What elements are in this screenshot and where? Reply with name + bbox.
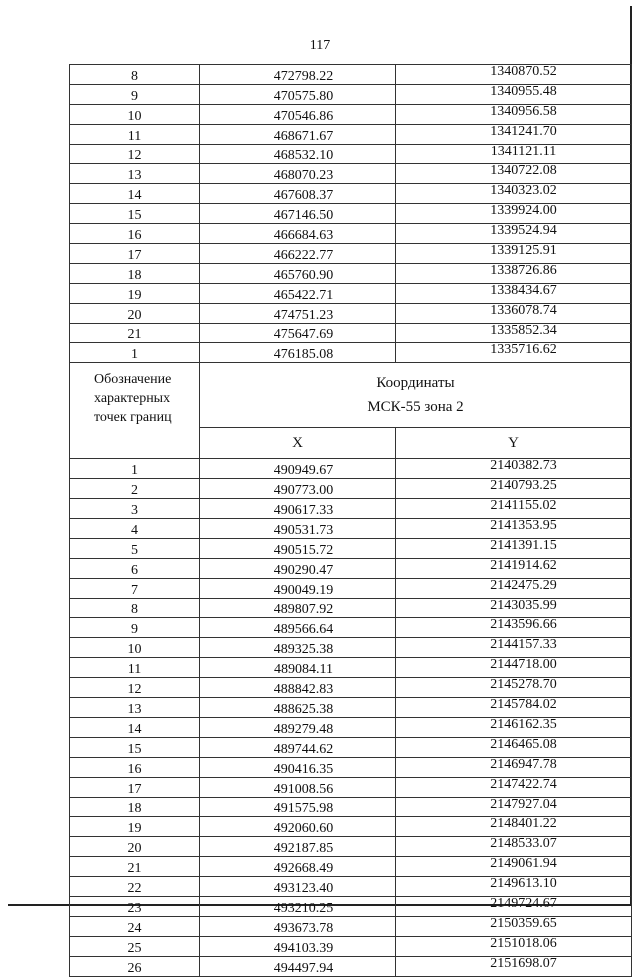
y-coordinate-cell: 2141155.02 bbox=[396, 499, 632, 519]
x-coordinate-cell: 489566.64 bbox=[200, 618, 396, 638]
table-row bbox=[70, 578, 632, 598]
table-row bbox=[70, 283, 632, 303]
y-coordinate-cell: 2151698.07 bbox=[396, 956, 632, 976]
x-coordinate-cell: 488842.83 bbox=[200, 678, 396, 698]
y-coordinate-cell: 2150359.65 bbox=[396, 916, 632, 936]
table-row bbox=[70, 936, 632, 956]
point-number-cell: 5 bbox=[70, 538, 200, 558]
y-coordinate-cell: 2141353.95 bbox=[396, 519, 632, 539]
y-coordinate-cell: 2141914.62 bbox=[396, 558, 632, 578]
x-coordinate-cell: 468671.67 bbox=[200, 124, 396, 144]
x-coordinate-cell: 466684.63 bbox=[200, 224, 396, 244]
x-coordinate-cell: 493673.78 bbox=[200, 916, 396, 936]
table-row bbox=[70, 144, 632, 164]
x-coordinate-cell: 490531.73 bbox=[200, 519, 396, 539]
x-coordinate-cell: 491008.56 bbox=[200, 777, 396, 797]
table-row bbox=[70, 658, 632, 678]
x-coordinate-cell: 489807.92 bbox=[200, 598, 396, 618]
y-coordinate-cell: 2145278.70 bbox=[396, 678, 632, 698]
table-row bbox=[70, 737, 632, 757]
point-number-cell: 19 bbox=[70, 817, 200, 837]
x-coordinate-cell: 492187.85 bbox=[200, 837, 396, 857]
point-number-cell: 7 bbox=[70, 578, 200, 598]
table-row bbox=[70, 777, 632, 797]
header-row bbox=[70, 363, 632, 428]
point-number-cell: 8 bbox=[70, 598, 200, 618]
x-coordinate-cell: 490617.33 bbox=[200, 499, 396, 519]
y-coordinate-cell: 1338726.86 bbox=[396, 263, 632, 283]
y-coordinate-cell: 1336078.74 bbox=[396, 303, 632, 323]
x-coordinate-cell: 468070.23 bbox=[200, 164, 396, 184]
y-coordinate-cell: 1339924.00 bbox=[396, 204, 632, 224]
y-coordinate-cell: 2147927.04 bbox=[396, 797, 632, 817]
x-coordinate-cell: 493123.40 bbox=[200, 877, 396, 897]
table-row bbox=[70, 638, 632, 658]
coordinates-header bbox=[200, 363, 632, 428]
point-number-cell: 11 bbox=[70, 124, 200, 144]
x-coordinate-cell: 494103.39 bbox=[200, 936, 396, 956]
y-coordinate-cell: 2143035.99 bbox=[396, 598, 632, 618]
point-number-cell: 14 bbox=[70, 717, 200, 737]
point-number-cell: 15 bbox=[70, 737, 200, 757]
x-coordinate-cell: 465422.71 bbox=[200, 283, 396, 303]
x-coordinate-cell: 465760.90 bbox=[200, 263, 396, 283]
point-number-cell: 16 bbox=[70, 224, 200, 244]
x-coordinate-cell: 490290.47 bbox=[200, 558, 396, 578]
table-row bbox=[70, 519, 632, 539]
y-coordinate-cell: 1341121.11 bbox=[396, 144, 632, 164]
point-number-cell: 26 bbox=[70, 956, 200, 976]
x-coordinate-cell: 467146.50 bbox=[200, 204, 396, 224]
point-number-cell: 16 bbox=[70, 757, 200, 777]
column-y-header: Y bbox=[396, 428, 632, 459]
x-coordinate-cell: 474751.23 bbox=[200, 303, 396, 323]
y-coordinate-cell: 2146162.35 bbox=[396, 717, 632, 737]
point-number-cell: 19 bbox=[70, 283, 200, 303]
y-coordinate-cell: 2144157.33 bbox=[396, 638, 632, 658]
x-coordinate-cell: 475647.69 bbox=[200, 323, 396, 343]
x-coordinate-cell: 494497.94 bbox=[200, 956, 396, 976]
point-number-cell: 2 bbox=[70, 479, 200, 499]
y-coordinate-cell: 2142475.29 bbox=[396, 578, 632, 598]
table-row bbox=[70, 303, 632, 323]
table-row bbox=[70, 204, 632, 224]
point-number-cell: 1 bbox=[70, 343, 200, 363]
point-number-cell: 24 bbox=[70, 916, 200, 936]
y-coordinate-cell: 1340722.08 bbox=[396, 164, 632, 184]
point-number-cell: 18 bbox=[70, 263, 200, 283]
point-number-cell: 20 bbox=[70, 303, 200, 323]
table-row bbox=[70, 184, 632, 204]
x-coordinate-cell: 488625.38 bbox=[200, 698, 396, 718]
point-number-cell: 17 bbox=[70, 777, 200, 797]
table-row bbox=[70, 323, 632, 343]
coordinates-table bbox=[69, 64, 632, 977]
x-coordinate-cell: 472798.22 bbox=[200, 65, 396, 85]
point-number-cell: 6 bbox=[70, 558, 200, 578]
coordinates-title: Координаты bbox=[376, 375, 455, 392]
y-coordinate-cell: 2144718.00 bbox=[396, 658, 632, 678]
y-coordinate-cell: 1340323.02 bbox=[396, 184, 632, 204]
table-row bbox=[70, 896, 632, 916]
y-coordinate-cell: 1338434.67 bbox=[396, 283, 632, 303]
point-number-cell: 17 bbox=[70, 244, 200, 264]
x-coordinate-cell: 476185.08 bbox=[200, 343, 396, 363]
x-coordinate-cell: 490515.72 bbox=[200, 538, 396, 558]
y-coordinate-cell: 2148401.22 bbox=[396, 817, 632, 837]
table-row bbox=[70, 538, 632, 558]
point-number-cell: 20 bbox=[70, 837, 200, 857]
table-row bbox=[70, 698, 632, 718]
table-row bbox=[70, 956, 632, 976]
y-coordinate-cell: 1341241.70 bbox=[396, 124, 632, 144]
point-number-cell: 1 bbox=[70, 459, 200, 479]
x-coordinate-cell: 489325.38 bbox=[200, 638, 396, 658]
y-coordinate-cell: 2147422.74 bbox=[396, 777, 632, 797]
table-header bbox=[70, 363, 632, 459]
point-number-cell: 21 bbox=[70, 323, 200, 343]
table-row bbox=[70, 499, 632, 519]
y-coordinate-cell: 1340956.58 bbox=[396, 104, 632, 124]
page-number: 117 bbox=[309, 38, 331, 53]
table-row bbox=[70, 224, 632, 244]
x-coordinate-cell: 492060.60 bbox=[200, 817, 396, 837]
table-row bbox=[70, 558, 632, 578]
x-coordinate-cell: 489279.48 bbox=[200, 717, 396, 737]
x-coordinate-cell: 470575.80 bbox=[200, 84, 396, 104]
x-coordinate-cell: 468532.10 bbox=[200, 144, 396, 164]
x-coordinate-cell: 491575.98 bbox=[200, 797, 396, 817]
x-coordinate-cell: 493210.25 bbox=[200, 896, 396, 916]
table-row bbox=[70, 104, 632, 124]
table-row bbox=[70, 598, 632, 618]
point-number-cell: 11 bbox=[70, 658, 200, 678]
point-number-cell: 22 bbox=[70, 877, 200, 897]
y-coordinate-cell: 2146465.08 bbox=[396, 737, 632, 757]
point-number-cell: 9 bbox=[70, 618, 200, 638]
point-number-cell: 8 bbox=[70, 65, 200, 85]
table-row bbox=[70, 916, 632, 936]
table-row bbox=[70, 479, 632, 499]
table-row bbox=[70, 857, 632, 877]
point-number-cell: 10 bbox=[70, 104, 200, 124]
table-row bbox=[70, 678, 632, 698]
table-row bbox=[70, 244, 632, 264]
table-row bbox=[70, 837, 632, 857]
y-coordinate-cell: 2149061.94 bbox=[396, 857, 632, 877]
point-number-cell: 4 bbox=[70, 519, 200, 539]
table-row bbox=[70, 618, 632, 638]
table-row bbox=[70, 124, 632, 144]
point-number-cell: 15 bbox=[70, 204, 200, 224]
y-coordinate-cell: 2140382.73 bbox=[396, 459, 632, 479]
point-number-cell: 25 bbox=[70, 936, 200, 956]
x-coordinate-cell: 489084.11 bbox=[200, 658, 396, 678]
table-row bbox=[70, 343, 632, 363]
point-number-cell: 10 bbox=[70, 638, 200, 658]
x-coordinate-cell: 490773.00 bbox=[200, 479, 396, 499]
point-number-cell: 23 bbox=[70, 896, 200, 916]
point-number-cell: 21 bbox=[70, 857, 200, 877]
y-coordinate-cell: 1339125.91 bbox=[396, 244, 632, 264]
point-number-cell: 14 bbox=[70, 184, 200, 204]
y-coordinate-cell: 1340870.52 bbox=[396, 65, 632, 85]
point-number-cell: 12 bbox=[70, 144, 200, 164]
y-coordinate-cell: 2140793.25 bbox=[396, 479, 632, 499]
y-coordinate-cell: 1335852.34 bbox=[396, 323, 632, 343]
point-label-header: Обозначение характерных точек границ bbox=[70, 363, 200, 459]
y-coordinate-cell: 2149613.10 bbox=[396, 877, 632, 897]
table-row bbox=[70, 797, 632, 817]
coordinate-system: МСК-55 зона 2 bbox=[367, 399, 464, 416]
table-row bbox=[70, 263, 632, 283]
x-coordinate-cell: 467608.37 bbox=[200, 184, 396, 204]
x-coordinate-cell: 489744.62 bbox=[200, 737, 396, 757]
y-coordinate-cell: 2145784.02 bbox=[396, 698, 632, 718]
table-row bbox=[70, 459, 632, 479]
table-row bbox=[70, 164, 632, 184]
y-coordinate-cell: 1335716.62 bbox=[396, 343, 632, 363]
y-coordinate-cell: 2143596.66 bbox=[396, 618, 632, 638]
x-coordinate-cell: 490949.67 bbox=[200, 459, 396, 479]
x-coordinate-cell: 470546.86 bbox=[200, 104, 396, 124]
column-x-header: X bbox=[200, 428, 396, 459]
y-coordinate-cell: 2146947.78 bbox=[396, 757, 632, 777]
table-row bbox=[70, 717, 632, 737]
x-coordinate-cell: 492668.49 bbox=[200, 857, 396, 877]
y-coordinate-cell: 1340955.48 bbox=[396, 84, 632, 104]
y-coordinate-cell: 2148533.07 bbox=[396, 837, 632, 857]
table-section-top bbox=[70, 65, 632, 363]
point-number-cell: 18 bbox=[70, 797, 200, 817]
x-coordinate-cell: 466222.77 bbox=[200, 244, 396, 264]
point-number-cell: 13 bbox=[70, 164, 200, 184]
x-coordinate-cell: 490049.19 bbox=[200, 578, 396, 598]
table-row bbox=[70, 817, 632, 837]
table-row bbox=[70, 65, 632, 85]
y-coordinate-cell: 1339524.94 bbox=[396, 224, 632, 244]
table-row bbox=[70, 877, 632, 897]
y-coordinate-cell: 2149724.67 bbox=[396, 896, 632, 916]
point-number-cell: 13 bbox=[70, 698, 200, 718]
y-coordinate-cell: 2141391.15 bbox=[396, 538, 632, 558]
y-coordinate-cell: 2151018.06 bbox=[396, 936, 632, 956]
point-number-cell: 12 bbox=[70, 678, 200, 698]
table-row bbox=[70, 757, 632, 777]
point-number-cell: 9 bbox=[70, 84, 200, 104]
table-section-bottom bbox=[70, 459, 632, 976]
table-row bbox=[70, 84, 632, 104]
point-number-cell: 3 bbox=[70, 499, 200, 519]
x-coordinate-cell: 490416.35 bbox=[200, 757, 396, 777]
